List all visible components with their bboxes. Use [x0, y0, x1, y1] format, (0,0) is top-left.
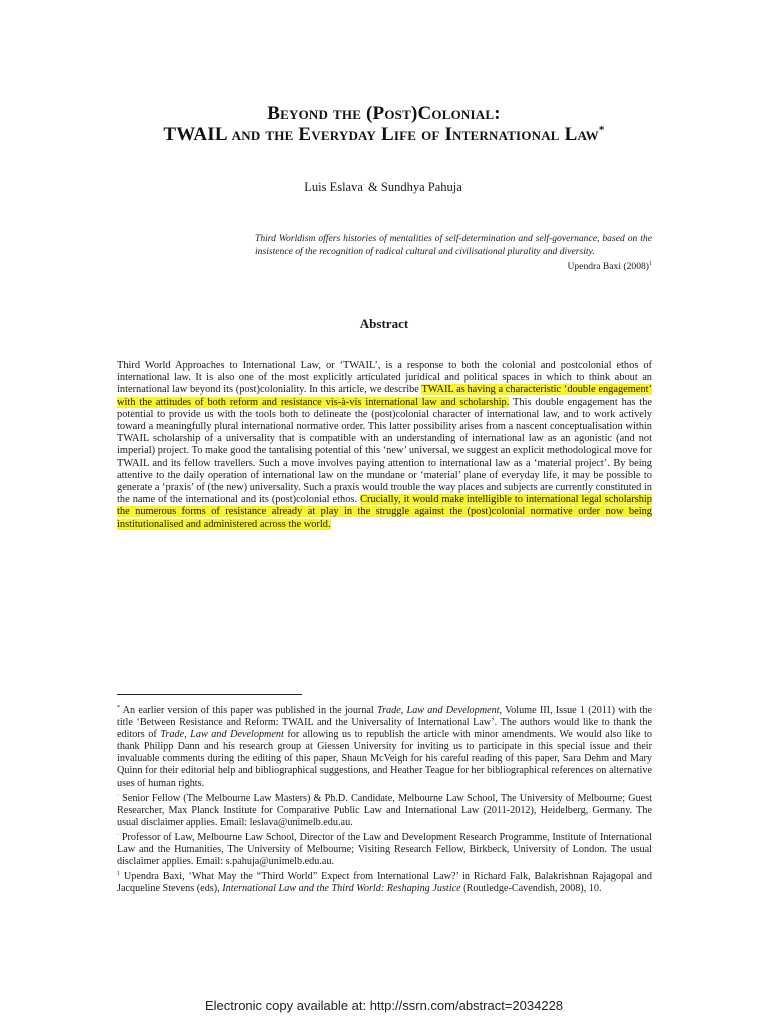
footnote-star-text-2: , Volume III, Issue 1 (2011) with the title ‘Between Resistance and Reform: TWAIL and the Universality of International Law’. The authors would like to thank the editors of [117, 705, 652, 741]
abstract-highlight-2: Crucially, it would make intelligible to international legal scholarship the numerous forms of resistance already at play in the struggle against the (post)colonial normative order now being institutionalised and administered across the world. [117, 494, 652, 530]
footnote-pahuja-marker: · [117, 831, 119, 838]
author-pahuja: Sundhya Pahuja [380, 180, 462, 194]
footnote-1-book: International Law and the Third World: Reshaping Justice [222, 883, 461, 895]
footnote-star-text-1: An earlier version of this paper was published in the journal [120, 705, 377, 716]
footnote-star-marker: * [117, 705, 120, 711]
footnote-eslava [117, 790, 652, 829]
footnote-pahuja-text: Professor of Law, Melbourne Law School, Director of the Law and Development Research Programme, Institute of International Law and the Humanities, The University of Melbourne; Visiting Research Fellow, Birkbeck, University of London. The usual disclaimer applies. Email: s.pahuja@unimelb.edu.au. [117, 831, 652, 868]
epigraph-footnote-marker[interactable]: 1 [649, 261, 652, 268]
abstract-heading: Abstract [359, 316, 409, 331]
title-line-1: Beyond the (Post)Colonial: [267, 103, 501, 124]
title-line-2-text: TWAIL and the Everyday Life of International Law [163, 124, 599, 145]
title-line-2 [0, 124, 768, 146]
footnote-star-journal-2: Trade, Law and Development [160, 729, 284, 741]
footnote-1-text-1: Upendra Baxi, ‘What May the “Third World” Expect from International Law?’ in Richard Falk, Balakrishnan Rajagopal and Jacqueline Stevens (eds), [117, 871, 652, 895]
footnote-1-text-2: (Routledge-Cavendish, 2008), 10. [460, 883, 602, 895]
author-separator: & [364, 180, 381, 194]
title-footnote-marker[interactable]: * [598, 124, 605, 136]
footnote-star-text-3: for allowing us to republish the article with minor amendments. We would also like to thank Philipp Dann and his research group at Giessen University for inviting us to participate in this special issue and their invaluable comments during the editing of this paper, Shaun McVeigh for his careful reading of this paper, Sara Dehm and Mary Quinn for their editorial help and bibliographical suggestions, and Heather Teague for her bibliographical references on alternative uses of human rights. [117, 729, 652, 789]
epigraph [255, 233, 652, 274]
author-line [0, 180, 768, 195]
footnotes [117, 702, 652, 895]
epigraph-author: Upendra Baxi (2008) [567, 261, 649, 273]
footnote-star [117, 702, 652, 790]
abstract-body [117, 360, 652, 531]
footnote-pahuja [117, 829, 652, 868]
footnote-1-marker: 1 [117, 871, 120, 878]
author-eslava-marker[interactable]: · [362, 182, 365, 188]
abstract-highlight-1: TWAIL as having a characteristic ‘double engagement’ with the attitudes of both reform and resistance vis-à-vis international law and scholarship. [117, 384, 652, 408]
ssrn-footer-link[interactable]: Electronic copy available at: http://ssrn.com/abstract=2034228 [204, 998, 564, 1013]
footnote-eslava-text: Senior Fellow (The Melbourne Law Masters) & Ph.D. Candidate, Melbourne Law School, The University of Melbourne; Guest Researcher, Max Planck Institute for Comparative Public Law and International Law (2011-2012), Heidelberg, Germany. The usual disclaimer applies. Email: leslava@unimelb.edu.au. [117, 792, 652, 828]
footnote-star-journal: Trade, Law and Development [376, 705, 500, 716]
abstract-text-2: This double engagement has the potential to provide us with the tools both to delineate the (post)colonial character of international law, and to work actively toward a meaningfully plural international normative order. This latter possibility arises from a nascent conceptualisation within TWAIL scholarship of a universality that is compatible with an understanding of international law as an agonistic (and not imperial) project. To make good the tantalising potential of this ‘new’ universal, we suggest an explicit methodological move for TWAIL and its fellow travellers. Such a move involves paying attention to international law as a ‘material project’. By being attentive to the daily operation of international law on the mundane or ‘material’ plane of everyday life, it may be possible to generate a ‘praxis’ of (the new) universality. Such a praxis would trouble the way places and subjects are currently constituted in the name of the international and its (post)colonial ethos. [117, 396, 652, 506]
footnote-eslava-marker: · [117, 792, 119, 799]
abstract-text-1: Third World Approaches to International Law, or ‘TWAIL’, is a response to both the colonial and postcolonial ethos of international law. It is also one of the most explicitly articulated juridical and political spaces in which to think about an international law beyond its (post)coloniality. In this article, we describe [117, 360, 652, 396]
author-eslava: Luis Eslava [304, 180, 363, 194]
footnote-1 [117, 868, 652, 895]
epigraph-attribution [255, 258, 652, 274]
epigraph-quote: Third Worldism offers histories of mentalities of self-determination and self-governance, based on the insistence of the recognition of radical cultural and civilisational plurality and diversity. [255, 233, 652, 257]
footnote-divider [117, 694, 302, 695]
author-pahuja-marker[interactable]: · [461, 182, 464, 188]
